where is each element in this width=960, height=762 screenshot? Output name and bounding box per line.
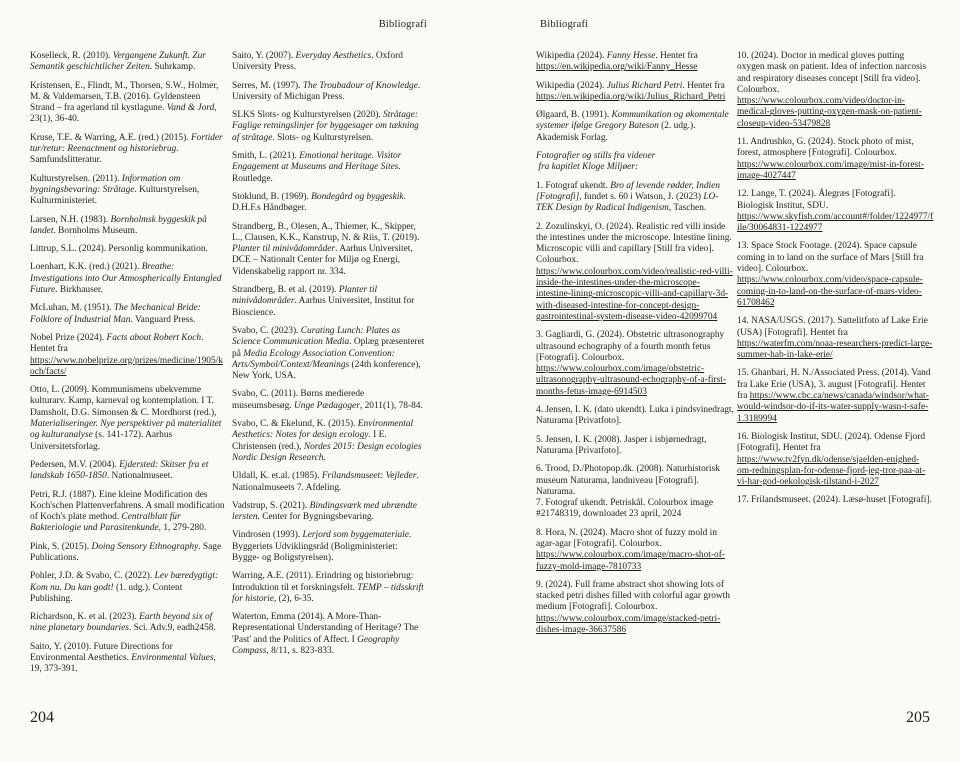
bibliography-entry (536, 222, 734, 324)
bibliography-entry (232, 81, 426, 104)
bibliography-entry (232, 501, 426, 524)
text-segment: 2. Zozulinskyi, O. (2024). Realistic red villi inside the intestines under the microscope. Intestine lining. Microscopic villi and capillary [Still fra video]. Colourbox. (536, 221, 735, 266)
text-segment: . Kulturstyrelsen, Kulturministeriet. (30, 184, 202, 207)
text-segment: Everyday Aesthetics (295, 51, 372, 61)
hyperlink[interactable]: https://www.cbc.ca/news/canada/windsor/what-would-windsor-do-if-its-water-supply-wasn-t-safe-1.3189994 (737, 391, 929, 424)
text-segment: 17. Frilandsmuseet. (2024). Læsø-huset [Fotografi]. (737, 495, 932, 506)
page-number-left: 204 (30, 709, 54, 726)
text-segment: , 23(1), 36-40. (30, 103, 219, 125)
text-segment: . University of Michigan Press. (232, 80, 423, 102)
bibliography-column-3 (536, 51, 737, 643)
text-segment: 5. Jensen, I. K. (2008). Jasper i isbjørnedragt, Naturama [Privatfoto]. (536, 434, 709, 456)
text-segment: Pink, S. (2015). (30, 541, 92, 552)
bibliography-entry (536, 405, 737, 428)
text-segment: , 8/11, s. 823-833. (266, 646, 335, 657)
text-segment: . D.H.F.s Håndbøger. (232, 191, 409, 214)
hyperlink[interactable]: https://en.wikipedia.org/wiki/Fanny_Hesse (536, 62, 698, 73)
text-segment: . Hentet fra (655, 51, 701, 61)
text-segment: Nordes 2015: Design ecologies Nordic Design Research (232, 441, 424, 463)
text-segment: Serres, M. (1997). (232, 80, 303, 91)
text-segment: Bindingsværk med ubrændte lersten (232, 500, 420, 523)
text-segment: SLKS Slots- og Kulturstyrelsen (2020). (232, 110, 384, 121)
hyperlink[interactable]: https://www.colourbox.com/video/doctor-in-medical-gloves-putting-oxygen-mask-on-patient-closeup-video-53479828 (737, 96, 922, 129)
running-header-right: Bibliografi (540, 19, 589, 30)
text-segment: Breathe: Investigations into Our Atmospherically Entangled Future (30, 262, 224, 296)
text-segment: 11. Andrushko, G. (2024). Stock photo of mist, forest, atmosphere [Fotografi]. Colourbox. (737, 137, 917, 159)
text-segment: Loenhart, K.K. (red.) (2021). (30, 262, 142, 273)
text-segment: 8. Hora, N. (2024). Macro shot of fuzzy mold in agar-agar [Fotografi]. Colourbox. (536, 527, 720, 549)
text-segment: Richardson, K. et al. (2023). (30, 612, 140, 623)
text-segment: Pedersen, M.V. (2004). (30, 459, 120, 470)
text-segment: Materialiseringer. Nye perspektiver på materialitet og kulturanalyse (30, 419, 224, 441)
text-segment: . Hentet fra (682, 80, 728, 91)
bibliography-entry (30, 460, 227, 483)
bibliography-entry (232, 151, 426, 185)
text-segment: Littrup, S.L. (2024). Personlig kommunikation. (30, 244, 208, 255)
text-segment: , fundet s. 60 i Watson, J. (2023) (579, 191, 704, 202)
bibliography-entry (737, 432, 934, 488)
bibliography-entry (30, 612, 227, 635)
text-segment: (24th konference), New York, USA. (232, 359, 424, 382)
text-segment: 4. Jensen, I. K. (dato ukendt). Luka i pindsvinedragt, Naturama [Privatfoto]. (536, 405, 737, 427)
hyperlink[interactable]: https://www.colourbox.com/image/obstetric-ultrasonography-ultrasound-echography-of-a-first-months-fetus-image-6914503 (536, 364, 727, 397)
bibliography-entry (536, 498, 734, 521)
text-segment: Planter til minivådområder (232, 285, 380, 307)
text-segment: fra kapitlet Kloge Miljøer: (536, 162, 639, 173)
text-segment: Vindrosen (1993). (232, 530, 303, 541)
text-segment: . Sci. Adv.9, eadh2458. (128, 623, 216, 634)
bibliography-entry (536, 110, 734, 144)
text-segment: Curating Lunch: Plates as Science Communication Media (232, 325, 403, 348)
text-segment: Uldall, K. et.al. (1985). (232, 471, 322, 482)
text-segment: Kruse, T.E. & Warring, A.E. (red.) (2015). (30, 132, 191, 143)
text-segment: , 1, 279-280. (158, 523, 207, 534)
text-segment: Kommunikation og økomentale systemer ifølge Gregory Bateson (536, 110, 732, 132)
text-segment: Information om bygningsbevaring: Stråtage (30, 173, 183, 195)
text-segment: Doing Sensory Ethnography (91, 541, 199, 552)
text-segment: Bornholmsk byggeskik på landet (30, 214, 210, 236)
text-segment: 9. (2024). Full frame abstract shot showing lots of stacked petri dishes filled with colorful agar growth medium [Fotografi]. Colourbox. (536, 579, 733, 613)
text-segment: LO-TEK Design by Radical Indigenism (536, 191, 719, 214)
text-segment: Svabo, C. (2011). Børns medierede museumsbesøg. (232, 389, 367, 411)
hyperlink[interactable]: https://en.wikipedia.org/wiki/Julius_Richard_Petri (536, 91, 726, 102)
text-segment: . Center for Bygningsbevaring. (257, 512, 374, 523)
bibliography-entry (232, 389, 426, 412)
hyperlink[interactable]: https://www.colourbox.com/image/mist-in-forest-image-4027447 (737, 159, 924, 181)
text-segment: McLuhan, M. (1951). (30, 303, 114, 314)
text-segment: 1. Fotograf ukendt. (536, 180, 611, 191)
bibliography-entry (30, 51, 227, 74)
text-segment: Kristensen, E., Flindt, M., Thorsen, S.W., Holmer, M. & Valdemarsen, T.B. (2016). Gyldensteen Strand – fra agerland til kystlagune. (30, 80, 221, 114)
text-segment: Vergangene Zukunft. Zur Semantik geschichtlicher Zeiten (30, 51, 209, 73)
bibliography-entry (232, 471, 426, 494)
text-segment: The Mechanical Bride: Folklore of Industrial Man (30, 303, 204, 325)
text-segment: Kulturstyrelsen. (2011). (30, 173, 122, 184)
text-segment: (1. udg.). Content Publishing. (30, 582, 185, 604)
text-segment: Ejdersted: Skitser fra et landskab 1650-1850 (30, 459, 211, 482)
bibliography-entry (232, 192, 426, 215)
text-segment: , 19, 373-391. (30, 653, 219, 675)
hyperlink[interactable]: https://www.colourbox.com/image/macro-shot-of-fuzzy-mold-image-7810733 (536, 550, 725, 572)
text-segment: TEMP – tidsskrift for historie (232, 582, 427, 604)
text-segment: Unge Pædagoger (293, 400, 360, 411)
text-segment: Petri, R.J. (1887). Eine kleine Modification des Koch'schen Plattenverfahrens. A small modification of Koch's plate method. (30, 489, 227, 523)
running-header-left: Bibliografi (378, 19, 427, 30)
bibliography-entry (30, 262, 227, 296)
text-segment: Svabo, C. & Ekelund, K. (2015). (232, 419, 358, 430)
bibliography-entry (30, 174, 227, 208)
text-segment: , Taschen. (668, 203, 707, 214)
hyperlink[interactable]: https://waterfm.com/noaa-researchers-predict-large-summer-hab-in-lake-erie/ (737, 338, 933, 361)
bibliography-entry (30, 490, 227, 535)
text-segment: . Sage Publications. (30, 541, 224, 563)
bibliography-entry (737, 316, 934, 361)
bibliography-entry (232, 612, 426, 657)
text-segment: . Aarhus Universitet, Institut for Bioscience. (232, 296, 417, 318)
bibliography-entry (737, 495, 934, 506)
text-segment: . Nationalmuseets 7. Afdeling. (232, 471, 422, 493)
text-segment: Stråtage: Faglige retningslinjer for byggesager om tækning af stråtage (232, 110, 422, 143)
text-segment: . (323, 452, 326, 463)
text-segment: 6. Trood, D./Photopop.dk. (2008). Naturhistorisk museum Naturama, landniveau [Fotografi]. Naturama. (536, 464, 723, 497)
hyperlink[interactable]: https://www.colourbox.com/image/stacked-petri-dishes-image-36637586 (536, 613, 721, 636)
text-segment: , 2011(1), 78-84. (359, 400, 423, 411)
text-segment: Smith, L. (2021). (232, 151, 300, 162)
bibliography-entry (536, 580, 734, 636)
text-segment: Fotografier og stills fra videoer (536, 151, 656, 162)
text-segment: Earth beyond six of nine planetary boundaries (30, 612, 215, 634)
text-segment: . Slots- og Kulturstyrelsen. (272, 132, 374, 143)
text-segment: Waterton, Emma (2014). A More-Than-Representational Understanding of Heritage? The 'Past' and the Politics of Affect. I (232, 612, 421, 645)
bibliography-entry (30, 385, 227, 453)
bibliography-entry (30, 571, 227, 605)
bibliography-entry (30, 303, 227, 326)
bibliography-column-1 (30, 51, 227, 683)
text-segment: . Bornholms Museum. (53, 225, 138, 236)
text-segment: . Birkhauser. (55, 285, 103, 296)
text-segment: Wikipedia (2024). (536, 80, 607, 91)
bibliography-entry (30, 333, 227, 378)
bibliography-entry (737, 51, 934, 130)
text-segment: . I E. Christensen (red.), (232, 430, 390, 452)
text-segment: Koselleck, R. (2010). (30, 51, 113, 61)
text-segment: . Byggeriets Udviklingsråd (Boligministeriet: Bygge- og Boligstyrelsen). (232, 530, 414, 563)
text-segment: Fortider tur/retur: Reenactment og historiebrug (30, 132, 226, 155)
text-segment: Geography Compass (232, 634, 402, 657)
bibliography-column-2 (232, 51, 426, 664)
hyperlink[interactable]: https://www.nobelprize.org/prizes/medicine/1905/koch/facts/ (30, 355, 223, 377)
bibliography-entry (232, 530, 426, 564)
bibliography-entry (30, 81, 227, 126)
text-segment: Julius Richard Petri (606, 80, 683, 91)
bibliography-entry (737, 368, 934, 424)
text-segment: Bro af levende rødder, Indien [Fotografi] (536, 180, 723, 202)
text-segment: . Oxford University Press. (232, 51, 406, 73)
bibliography-entry (30, 215, 227, 238)
text-segment: Media Ecology Association Convention: Arts/Symbol/Context/Meanings (232, 348, 398, 370)
text-segment: (s. 141-172). Aarhus Universitetsforlag. (30, 430, 175, 452)
text-segment: Stoklund, B. (1969). (232, 191, 312, 202)
text-segment: Lev bæredygtigt: Kom nu. Du kan godt! (30, 571, 221, 593)
text-segment: . Oplæg præsenteret på (232, 337, 427, 359)
text-segment: Environmental Aesthetics: Notes for design ecology (232, 419, 416, 441)
text-segment: 15. Ghanbari, H. N./Associated Press. (2014). Vand fra Lake Erie (USA), 3. august [Fotografi]. Hentet fra (737, 368, 933, 402)
bibliography-entry (30, 133, 227, 167)
text-segment: Frilandsmuseet: Vejleder (321, 471, 417, 482)
text-segment: Strandberg, B., Olesen, A., Thiemer, K., Skipper, L., Clausen, K.K., Kanstrup, N. & Riis, T. (2019). (232, 221, 422, 243)
bibliography-entry (737, 137, 934, 182)
text-segment: Vadstrup, S. (2021). (232, 500, 310, 511)
text-segment: . Hentet fra (30, 332, 206, 355)
text-segment: Planter til minivådområder (232, 244, 336, 255)
bibliography-entry (30, 244, 227, 255)
text-segment: Nobel Prize (2024). (30, 332, 107, 343)
text-segment: 13. Space Stock Footage. (2024). Space capsule coming in to land on the surface of Mars [Still fra video]. Colourbox. (737, 241, 926, 275)
text-segment: Emotional heritage. Visitor Engagement at Museums and Heritage Sites (232, 151, 404, 173)
text-segment: 7. Fotograf ukendt. Petriskål. Colourbox image #21748319, downloadet 23 april, 2024 (536, 498, 716, 520)
text-segment: Saito, Y. (2010). Future Directions for Environmental Aesthetics. (30, 641, 176, 664)
text-segment: . Nationalmuseet. (106, 471, 173, 482)
bibliography-entry (536, 435, 734, 458)
bibliography-entry (737, 189, 934, 234)
bibliography-column-4 (737, 51, 934, 514)
text-segment: Otto, L. (2009). Kommunismens ubekvemme kulturarv. Kamp, karneval og kontemplation. I T. Damsholt, D.G. Simonsen & C. Mordhorst (red.), (30, 385, 219, 418)
text-segment: Saito, Y. (2007). (232, 51, 296, 61)
text-segment: 14. NASA/USGS. (2017). Sattelitfoto af Lake Erie (USA) [Fotografi]. Hentet fra (737, 316, 931, 338)
text-segment: Warring, A.E. (2011). Erindring og historiebrug: Introduktion til et forskningsfelt. (232, 571, 416, 593)
text-segment: Svabo, C. (2023). (232, 325, 301, 336)
text-segment: Bondegård og byggeskik (311, 191, 404, 202)
text-segment: (2. udg.). Akademisk Forlag. (536, 121, 698, 143)
text-segment: Pohler, J.D. & Svabo, C. (2022). (30, 571, 155, 582)
text-segment: . Routledge. (232, 162, 404, 184)
bibliography-entry (536, 181, 734, 215)
text-segment: Wikipedia (2024). (536, 51, 607, 61)
text-segment: . Aarhus Universitet, DCE – Nationalt Center for Miljø og Energi, Videnskabelig rapport nr. 334. (232, 244, 416, 277)
bibliography-entry (232, 110, 426, 144)
text-segment: Strandberg, B. et al. (2019). (232, 285, 339, 296)
text-segment: Larsen, N.H. (1983). (30, 214, 111, 225)
bibliography-entry (232, 285, 426, 319)
section-heading (536, 151, 734, 174)
text-segment: Centralblatt für Bakteriologie und Parasitenkunde (30, 512, 183, 534)
text-segment: 10. (2024). Doctor in medical gloves putting oxygen mask on patient. Idea of infection narcosis and respiratory diseases concept [Still fra video]. Colourbox. (737, 51, 929, 95)
text-segment: Lerjord som byggemateriale (302, 530, 409, 541)
bibliography-entry (536, 528, 734, 573)
text-segment: , (2), 6-35. (273, 593, 314, 604)
bibliography-entry (30, 542, 227, 565)
bibliography-entry (536, 464, 734, 498)
text-segment: . Samfundslitteratur. (30, 144, 181, 166)
bibliography-entry (30, 642, 227, 676)
text-segment: Environmental Values (131, 653, 214, 664)
text-segment: Fanny Hesse (606, 51, 656, 61)
text-segment: . Vanguard Press. (130, 314, 196, 325)
text-segment: Vand & Jord (166, 103, 215, 114)
text-segment: 3. Gagliardi, G. (2024). Obstetric ultrasonography ultrasound echography of a fourth month fetus [Fotografi]. Colourbox. (536, 330, 727, 363)
page-number-right: 205 (906, 709, 930, 726)
bibliography-entry (737, 241, 934, 309)
text-segment: 12. Lange, T. (2024). Ålegræs [Fotografi]. Biologisk Institut, SDU. (737, 189, 898, 211)
bibliography-entry (536, 330, 734, 398)
text-segment: . Suhrkamp. (149, 62, 196, 73)
text-segment: Ølgaard, B. (1991). (536, 110, 612, 121)
bibliography-entry (536, 81, 734, 104)
text-segment: Facts about Robert Koch (106, 332, 202, 343)
bibliography-entry (232, 222, 426, 278)
bibliography-entry (232, 571, 426, 605)
hyperlink[interactable]: https://www.colourbox.com/video/space-capsule-coming-in-to-land-on-the-surface-of-mars-video-61708462 (737, 275, 923, 308)
bibliography-entry (232, 419, 426, 464)
bibliography-entry (232, 326, 426, 382)
bibliography-entry (232, 51, 426, 74)
hyperlink[interactable]: https://www.skyfish.com/account#/folder/1224977/file/30064831-1224977 (737, 211, 934, 234)
text-segment: 16. Biologisk Institut, SDU. (2024). Odense Fjord [Fotografi]. Hentet fra (737, 431, 928, 454)
hyperlink[interactable]: https://www.tv2fyn.dk/odense/sjaelden-enighed-om-redningsplan-for-odense-fjord-jeg-tror-paa-at-vi-har-god-oekologisk-tilstand-i-2027 (737, 454, 926, 488)
hyperlink[interactable]: https://www.colourbox.com/video/realistic-red-villi-inside-the-intestines-under-the-microscope-intestine-lining-microscopic-villi-and-capillary-3d-with-diseased-intestine-for-concept-design-gastrointestinal-system-disease-video-42099704 (536, 266, 733, 322)
bibliography-entry (536, 51, 734, 74)
text-segment: The Troubadour of Knowledge (302, 80, 418, 91)
